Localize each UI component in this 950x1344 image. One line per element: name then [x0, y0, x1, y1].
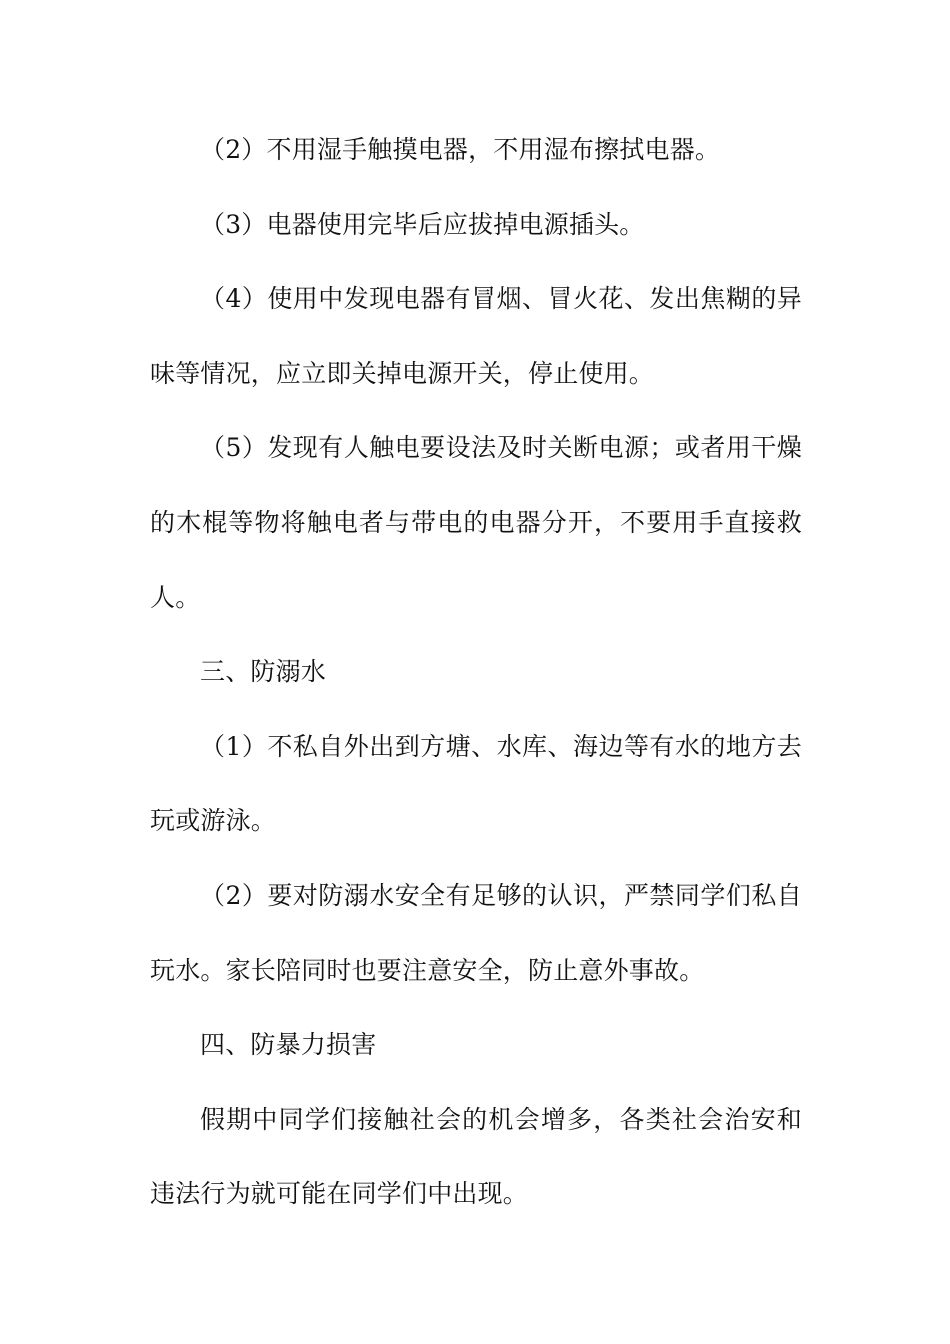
paragraph-electric-2: （2）不用湿手触摸电器，不用湿布擦拭电器。: [200, 135, 721, 164]
paragraph-drowning-2: （2）要对防溺水安全有足够的认识，严禁同学们私自玩水。家长陪同时也要注意安全，防止意外事故。: [150, 880, 802, 985]
document-body: [150, 113, 802, 1232]
section-heading-violence: 四、防暴力损害: [200, 1030, 377, 1060]
section-heading-drowning: 三、防溺水: [200, 657, 327, 687]
paragraph-electric-3: （3）电器使用完毕后应拔掉电源插头。: [200, 209, 645, 239]
paragraph-electric-5: （5）发现有人触电要设法及时关断电源；或者用干燥的木棍等物将触电者与带电的电器分开，不要用手直接救人。: [150, 433, 802, 612]
paragraph-violence-intro: 假期中同学们接触社会的机会增多，各类社会治安和违法行为就可能在同学们中出现。: [150, 1104, 802, 1209]
paragraph-drowning-1: （1）不私自外出到方塘、水库、海边等有水的地方去玩或游泳。: [150, 731, 802, 836]
paragraph-electric-4: （4）使用中发现电器有冒烟、冒火花、发出焦糊的异味等情况，应立即关掉电源开关，停止使用。: [150, 284, 802, 388]
